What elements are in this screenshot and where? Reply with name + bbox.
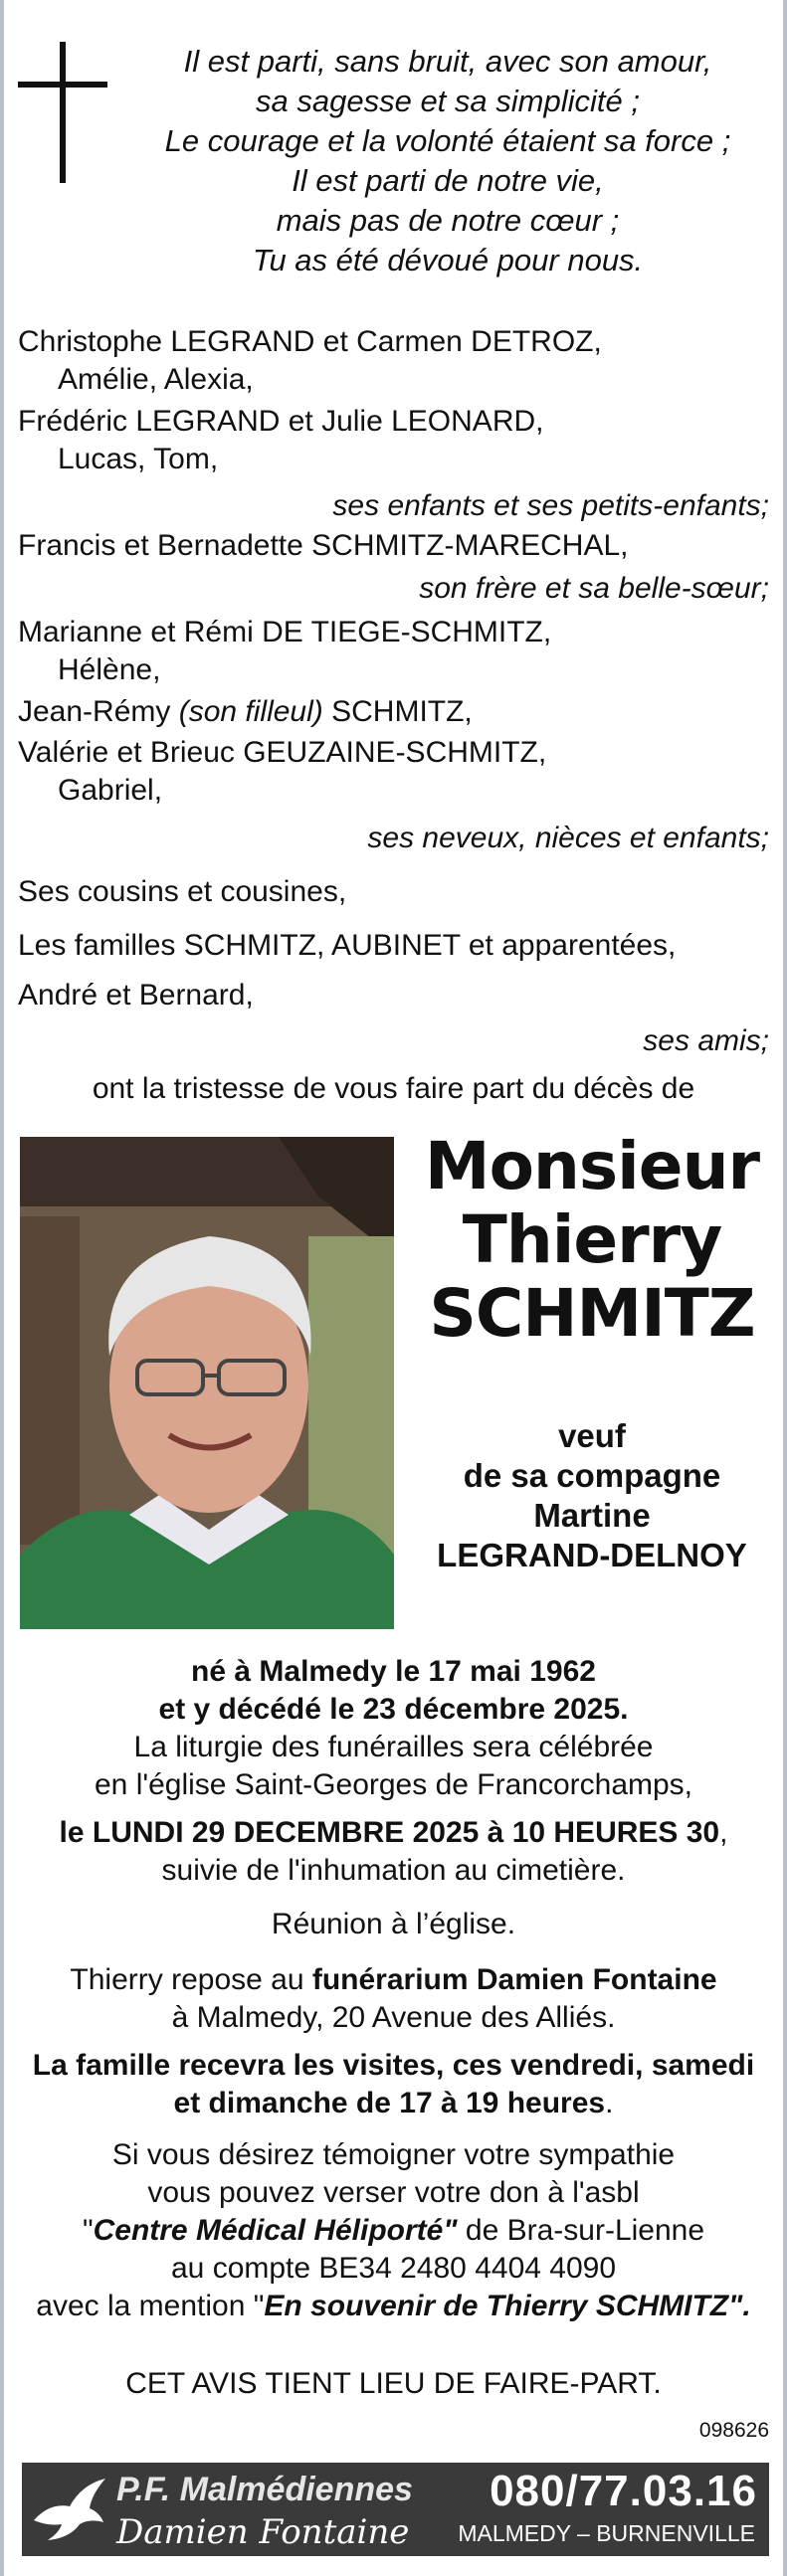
poem-line: Le courage et la volonté étaient sa force ; bbox=[164, 123, 731, 158]
family-relation: ses neveux, nièces et enfants; bbox=[367, 822, 769, 854]
poem-line: Il est parti de notre vie, bbox=[292, 163, 604, 198]
deceased-last-name: SCHMITZ bbox=[429, 1275, 755, 1352]
deceased-title: Monsieur bbox=[424, 1128, 760, 1204]
dove-icon bbox=[30, 2473, 109, 2546]
poem-line: Il est parti, sans bruit, avec son amour, bbox=[183, 44, 712, 79]
poem-line: sa sagesse et sa simplicité ; bbox=[256, 84, 640, 118]
family-relation: son frère et sa belle-sœur; bbox=[419, 572, 769, 605]
family-line: Valérie et Brieuc GEUZAINE-SCHMITZ, bbox=[18, 736, 547, 769]
widow-line: de sa compagne bbox=[463, 1457, 721, 1494]
reference-number: 098626 bbox=[698, 2419, 769, 2442]
ceremony-date: le LUNDI 29 DECEMBRE 2025 à 10 HEURES 30, bbox=[59, 1816, 728, 1849]
poem-line: mais pas de notre cœur ; bbox=[276, 203, 620, 238]
poem-line: Tu as été dévoué pour nous. bbox=[252, 243, 644, 277]
widow-line: veuf bbox=[558, 1417, 626, 1454]
announcement: ont la tristesse de vous faire part du décès de bbox=[92, 1072, 695, 1105]
family-line: Amélie, Alexia, bbox=[58, 363, 254, 396]
family-line: Ses cousins et cousines, bbox=[18, 875, 347, 908]
widow-line: Martine bbox=[533, 1497, 651, 1534]
family-relation: ses enfants et ses petits-enfants; bbox=[332, 489, 769, 522]
donation-line: vous pouvez verser votre don à l'asbl bbox=[147, 2176, 640, 2209]
widow-line: LEGRAND-DELNOY bbox=[437, 1537, 747, 1573]
church-line: en l'église Saint-Georges de Francorchamps, bbox=[94, 1768, 693, 1801]
family-line: Jean-Rémy (son filleul) SCHMITZ, bbox=[18, 695, 473, 728]
family-line: Gabriel, bbox=[58, 774, 163, 807]
donation-account: au compte BE34 2480 4404 4090 bbox=[170, 2252, 617, 2285]
locations: MALMEDY – BURNENVILLE bbox=[458, 2520, 755, 2546]
phone-number: 080/77.03.16 bbox=[490, 2467, 757, 2515]
donation-charity: "Centre Médical Héliporté" de Bra-sur-Lienne bbox=[82, 2214, 705, 2247]
visits-line: La famille recevra les visites, ces vendredi, samedi bbox=[32, 2049, 755, 2082]
funeral-home-banner bbox=[22, 2463, 769, 2556]
birth-line: né à Malmedy le 17 mai 1962 bbox=[191, 1655, 596, 1688]
family-relation: ses amis; bbox=[643, 1024, 769, 1057]
burial-line: suivie de l'inhumation au cimetière. bbox=[161, 1854, 626, 1887]
family-line: André et Bernard, bbox=[18, 979, 254, 1012]
family-line: Christophe LEGRAND et Carmen DETROZ, bbox=[18, 325, 602, 358]
deceased-first-name: Thierry bbox=[462, 1201, 722, 1278]
visits-hours: et dimanche de 17 à 19 heures. bbox=[173, 2087, 614, 2119]
rest-location: Thierry repose au funérarium Damien Fontaine bbox=[70, 1963, 717, 1996]
death-line: et y décédé le 23 décembre 2025. bbox=[158, 1693, 629, 1726]
funeral-director-name: Damien Fontaine bbox=[116, 2512, 410, 2552]
portrait-photo bbox=[20, 1137, 394, 1629]
family-line: Lucas, Tom, bbox=[58, 443, 219, 475]
family-line: Francis et Bernadette SCHMITZ-MARECHAL, bbox=[18, 529, 629, 562]
notice-line: CET AVIS TIENT LIEU DE FAIRE-PART. bbox=[125, 2367, 662, 2400]
family-line: Marianne et Rémi DE TIEGE-SCHMITZ, bbox=[18, 616, 552, 648]
liturgy-line: La liturgie des funérailles sera célébrée bbox=[133, 1731, 654, 1763]
family-line: Frédéric LEGRAND et Julie LEONARD, bbox=[18, 405, 544, 438]
family-line: Hélène, bbox=[58, 653, 161, 686]
reunion-line: Réunion à l’église. bbox=[271, 1908, 516, 1940]
family-line: Les familles SCHMITZ, AUBINET et apparentées, bbox=[18, 929, 677, 962]
poem bbox=[129, 42, 766, 280]
donation-line: Si vous désirez témoigner votre sympathie bbox=[111, 2138, 676, 2171]
rest-address: à Malmedy, 20 Avenue des Alliés. bbox=[171, 2001, 616, 2034]
funeral-home-name: P.F. Malmédiennes bbox=[116, 2471, 413, 2508]
donation-mention: avec la mention "En souvenir de Thierry SCHMITZ". bbox=[36, 2290, 751, 2322]
